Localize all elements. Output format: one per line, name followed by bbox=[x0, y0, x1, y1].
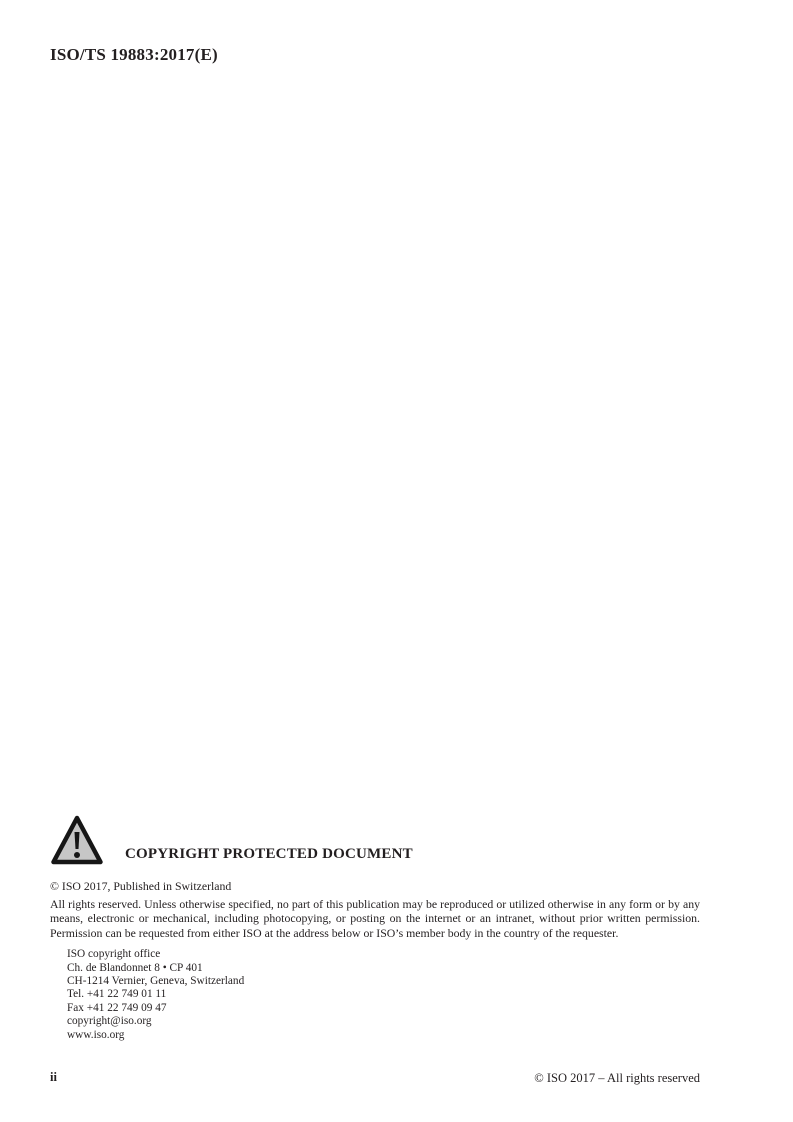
rights-reserved-paragraph: All rights reserved. Unless otherwise specified, no part of this publication may be reproduced or utilized otherwise in any form or by any means, electronic or mechanical, including photocopying, or posting on the internet or an intranet, without prior written permission. Permission can be requested from either ISO at the address below or ISO’s member body in the country of the requester. bbox=[50, 897, 700, 940]
copyright-section bbox=[50, 812, 700, 1042]
address-line-office: ISO copyright office bbox=[67, 948, 161, 961]
address-line-street: Ch. de Blandonnet 8 • CP 401 bbox=[67, 961, 203, 974]
copyright-protected-title: COPYRIGHT PROTECTED DOCUMENT bbox=[125, 846, 413, 862]
copyright-title-row bbox=[50, 812, 700, 866]
iso-address-block bbox=[67, 948, 700, 1042]
footer-page-number: ii bbox=[50, 1070, 57, 1084]
address-line-website: www.iso.org bbox=[67, 1028, 125, 1041]
footer-copyright-notice: © ISO 2017 – All rights reserved bbox=[534, 1071, 700, 1085]
address-line-tel: Tel. +41 22 749 01 11 bbox=[67, 988, 167, 1001]
address-line-email: copyright@iso.org bbox=[67, 1015, 152, 1028]
warning-triangle-icon bbox=[50, 814, 104, 866]
document-reference: ISO/TS 19883:2017(E) bbox=[50, 45, 218, 64]
address-line-city: CH-1214 Vernier, Geneva, Switzerland bbox=[67, 975, 245, 988]
address-line-fax: Fax +41 22 749 09 47 bbox=[67, 1001, 167, 1014]
publish-line: © ISO 2017, Published in Switzerland bbox=[50, 879, 232, 893]
